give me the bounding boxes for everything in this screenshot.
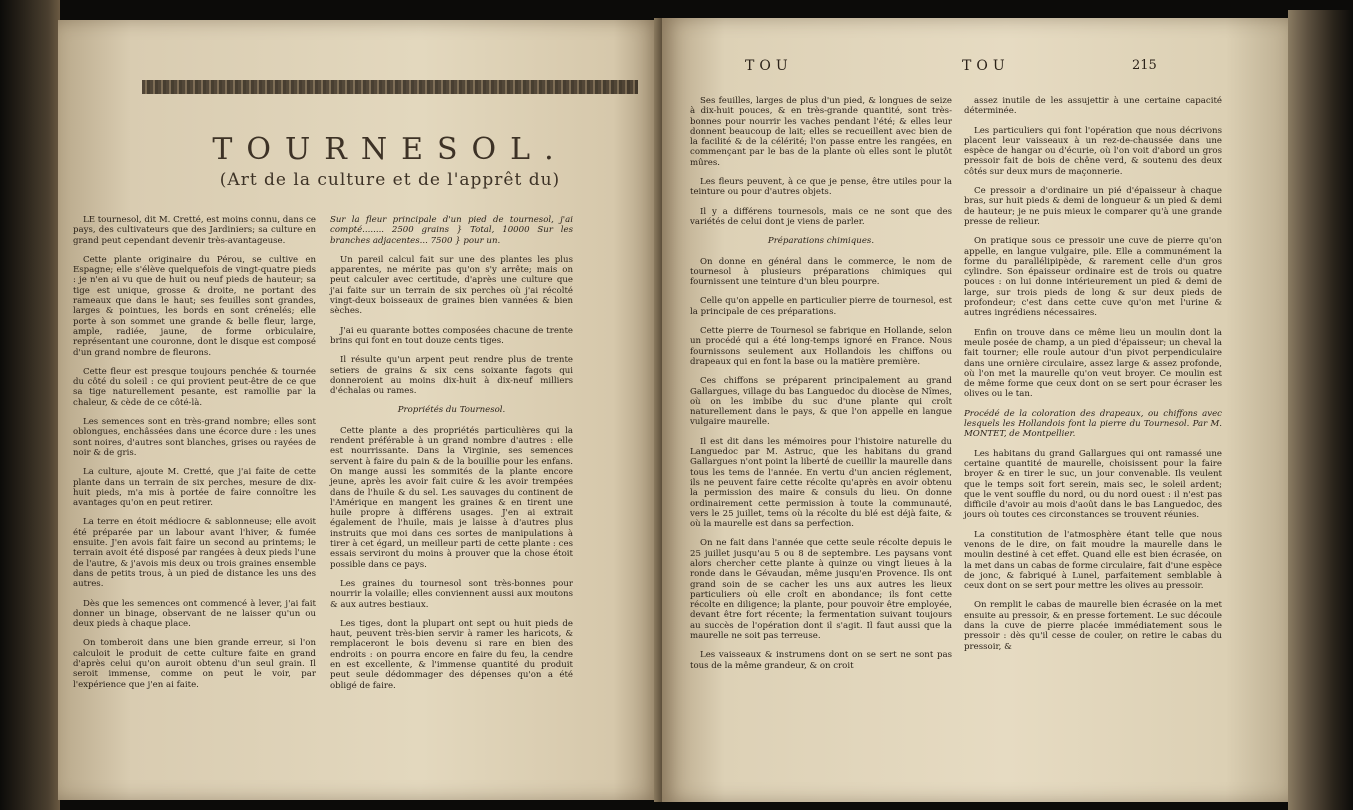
paragraph: On remplit le cabas de maurelle bien écrasée on la met ensuite au pressoir, & en presse fortement. Le suc découle dans la cuve de pierre placée immédiatement sous le pressoir : dès qu'il cesse de couler, on retire le cabas du pressoir, & [964,600,1222,652]
paragraph: On pratique sous ce pressoir une cuve de pierre qu'on appelle, en langue vulgaire, pile. Elle a communément la forme du parallélipipède, & rarement celle d'un gros cylindre. Son épaisseur ordinaire est de trois ou quatre pouces : on lui donne intérieurement un pied & demi de large, sur trois pieds de long & sur deux pieds de profondeur; c'est dans cette cuve qu'on met l'urine & autres ingrédiens nécessaires. [964,236,1222,319]
paragraph: Celle qu'on appelle en particulier pierre de tournesol, est la principale de ces préparations. [690,296,952,317]
paragraph: assez inutile de les assujettir à une certaine capacité déterminée. [964,96,1222,117]
paragraph: Sur la fleur principale d'un pied de tournesol, j'ai compté........ 2500 grains } Total, 10000 Sur les branches adjacentes... 7500 } pour un. [330,215,573,246]
paragraph: Les tiges, dont la plupart ont sept ou huit pieds de haut, peuvent très-bien servir à ramer les haricots, & remplaceront le bois devenu si rare en bien des endroits : on pourra encore en faire du feu, la cendre en est excellente, & l'immense quantité du produit peut seule dédommager des dépenses qu'on a été obligé de faire. [330,618,573,691]
paragraph: La constitution de l'atmosphère étant telle que nous venons de le dire, on fait moudre la maurelle dans le moulin destiné à cet effet. Quand elle est bien écrasée, on la met dans un cabas de forme circulaire, fait d'une espèce de jonc, & fabriqué à Lunel, parfaitement semblable à ceux dont on se sert pour mettre les olives au pressoir. [964,529,1222,592]
running-header-left: TOU [745,58,793,74]
paragraph: Cette pierre de Tournesol se fabrique en Hollande, selon un procédé qui a été long-temps ignoré en France. Nous fournissons seulement aux Hollandois les chiffons ou drapeaux qui en font la base ou la matière première. [690,326,952,367]
paragraph: Ce pressoir a d'ordinaire un pié d'épaisseur à chaque bras, sur huit pieds & demi de longueur & un pied & demi de hauteur; je ne puis mieux le comparer qu'à une grande presse de relieur. [964,186,1222,227]
paragraph: On tomberoit dans une bien grande erreur, si l'on calculoit le produit de cette culture faite en grand d'après celui qu'on auroit obtenu d'un seul grain. Il seroit immense, comme on peut le voir, par l'expérience que j'en ai faite. [73,638,316,690]
paragraph: Cette fleur est presque toujours penchée & tournée du côté du soleil : ce qui provient peut-être de ce que sa tige naturellement pesante, est ramollie par la chaleur, & cède de ce côté-là. [73,366,316,408]
paragraph: Enfin on trouve dans ce même lieu un moulin dont la meule posée de champ, a un pied d'épaisseur; un cheval la fait tourner; elle roule autour d'un pivot perpendiculaire dans une ornière circulaire, assez large & assez profonde, où l'on met la maurelle qu'on veut broyer. Ce moulin est de même forme que ceux dont on se sert pour écraser les olives ou le tan. [964,327,1222,400]
paragraph: Il est dit dans les mémoires pour l'histoire naturelle du Languedoc par M. Astruc, que les habitans du grand Gallargues n'ont point la liberté de cueillir la maurelle dans tous les tems de l'année. En vertu d'un ancien réglement, ils ne peuvent faire cette récolte qu'après en avoir obtenu la permission des maire & consuls du lieu. On donne ordinairement cette permission à toute la communauté, vers le 25 juillet, tems où la récolte du blé est déjà faite, & où la maurelle est dans sa perfection. [690,436,952,530]
left-column-2 [330,215,573,700]
paragraph: Il y a différens tournesols, mais ce ne sont que des variétés de celui dont je viens de parler. [690,206,952,227]
paragraph: La terre en étoit médiocre & sablonneuse; elle avoit été préparée par un labour avant l'hiver, & fumée ensuite. J'en avois fait faire un second au printems; le terrain avoit été disposé par rangées à deux pieds l'une de l'autre, & j'avois mis deux ou trois graines ensemble dans de petits trous, à un pied de distance les uns des autres. [73,517,316,590]
paragraph: Un pareil calcul fait sur une des plantes les plus apparentes, ne mérite pas qu'on s'y arrête; mais on peut calculer avec certitude, d'après une culture que j'ai faite sur un terrain de six perches où j'ai récolté vingt-deux boisseaux de graines bien vannées & bien sèches. [330,254,573,317]
paragraph: Dès que les semences ont commencé à lever, j'ai fait donner un binage, observant de ne laisser qu'un ou deux pieds à chaque place. [73,598,316,630]
paragraph: Les fleurs peuvent, à ce que je pense, être utiles pour la teinture ou pour d'autres objets. [690,177,952,198]
paragraph: Les graines du tournesol sont très-bonnes pour nourrir la volaille; elles conviennent aussi aux moutons & aux autres bestiaux. [330,578,573,610]
paragraph: Les semences sont en très-grand nombre; elles sont oblongues, enchâssées dans une écorce dure : les unes sont noires, d'autres sont blanches, grises ou rayées de noir & de gris. [73,417,316,458]
right-page [662,18,1288,802]
paragraph: Les vaisseaux & instrumens dont on se sert ne sont pas tous de la même grandeur, & on croit [690,650,952,671]
paragraph: On donne en général dans le commerce, le nom de tournesol à plusieurs préparations chimiques qui fournissent une teinture d'un bleu pourpre. [690,256,952,288]
paragraph: La culture, ajoute M. Cretté, que j'ai faite de cette plante dans un terrain de six perches, mesure de dix-huit pieds, m'a mis à portée de faire connoître les avantages qu'on en peut retirer. [73,467,316,509]
right-column-1 [690,96,952,680]
left-page [58,20,662,800]
left-column-1 [73,215,316,699]
right-book-edge [1288,10,1353,810]
right-column-2 [964,96,1222,661]
left-book-edge [0,0,60,810]
paragraph: Cette plante a des propriétés particulières qui la rendent préférable à un grand nombre d'autres : elle est nourrissante. Dans la Virginie, ses semences servent à faire du pain & de la bouillie pour les enfans. On mange aussi les sommités de la plante encore jeune, après les avoir fait cuire & les avoir trempées dans de l'huile & du sel. Les sauvages du continent de l'Amérique en mangent les graines & en tirent une huile propre à différens usages. J'en ai extrait également de l'huile, mais je laisse à d'autres plus instruits que moi dans ces sortes de manipulations à tirer à cet égard, un meilleur parti de cette plante : ces essais serviront du moins à prouver que la chose étoit possible dans ce pays. [330,425,573,570]
paragraph: Ces chiffons se préparent principalement au grand Gallargues, village du bas Languedoc du diocèse de Nîmes, où on les imbibe du suc d'une plante qui croît naturellement dans le pays, & que l'on appelle en langue vulgaire maurelle. [690,376,952,428]
paragraph: J'ai eu quarante bottes composées chacune de trente brins qui font en tout douze cents tiges. [330,325,573,346]
page-number: 215 [1132,58,1157,73]
paragraph: Ses feuilles, larges de plus d'un pied, & longues de seize à dix-huit pouces, & en très-grande quantité, sont très-bonnes pour nourrir les vaches pendant l'été; & elles leur donnent beaucoup de lait; elles se recueillent avec bien de la facilité & de la célérité; l'on passe entre les rangées, en commençant par le bas de la plante où elles sont le plutôt mûres. [690,96,952,168]
running-header-right: TOU [962,58,1010,74]
section-heading: Préparations chimiques. [767,236,875,247]
paragraph: Il résulte qu'un arpent peut rendre plus de trente setiers de grains & six cens soixante fagots qui donneroient au moins dix-huit à dix-neuf milliers d'échalas ou rames. [330,355,573,397]
header-ornament [142,80,638,94]
section-heading: Procédé de la coloration des drapeaux, ou chiffons avec lesquels les Hollandois font la pierre du Tournesol. Par M. MONTET, de Montpellier. [964,408,1222,440]
article-title: TOURNESOL. [212,132,568,167]
paragraph: LE tournesol, dit M. Cretté, est moins connu, dans ce pays, des cultivateurs que des Jardiniers; sa culture en grand peut cependant devenir très-avantageuse. [73,215,317,246]
section-heading: Propriétés du Tournesol. [397,405,506,416]
paragraph: Les particuliers qui font l'opération que nous décrivons placent leur vaisseaux à un rez-de-chaussée dans une espèce de hangar ou d'écurie, où l'on voit d'abord un gros pressoir fait de bois de chêne verd, & soutenu des deux côtés sur deux murs de maçonnerie. [964,125,1222,177]
article-subtitle: (Art de la culture et de l'apprêt du) [219,170,561,190]
paragraph: On ne fait dans l'année que cette seule récolte depuis le 25 juillet jusqu'au 5 ou 8 de septembre. Les paysans vont alors chercher cette plante à quinze ou vingt lieues à la ronde dans le Gévaudan, même jusqu'en Provence. Ils ont grand soin de se cacher les uns aux autres les lieux particuliers où elle croît en abondance; ils font cette récolte en diligence; la plante, pour pouvoir être employée, devant être fort récente; la fermentation suivant toujours au succès de l'opération dont il s'agit. Il faut aussi que la maurelle ne soit pas terreuse. [690,538,952,642]
paragraph: Cette plante originaire du Pérou, se cultive en Espagne; elle s'élève quelquefois de vingt-quatre pieds : je n'en ai vu que de huit ou neuf pieds de hauteur; sa tige est unique, grosse & droite, ne portant des rameaux que dans le haut; ses feuilles sont grandes, larges & pointues, les bords en sont crénelés; elle porte à son sommet une grande & belle fleur, large, ample, radiée, jaune, de forme orbiculaire, représentant une couronne, dont le disque est composé d'un grand nombre de fleurons. [73,254,316,358]
paragraph: Les habitans du grand Gallargues qui ont ramassé une certaine quantité de maurelle, choisissent pour la faire broyer & en tirer le suc, un jour convenable. Ils veulent que le temps soit fort serein, mais sec, le soleil ardent; que le vent souffle du nord, ou du nord ouest : il n'est pas difficile d'avoir au mois d'août dans le bas Languedoc, des jours où toutes ces circonstances se trouvent réunies. [964,448,1222,521]
